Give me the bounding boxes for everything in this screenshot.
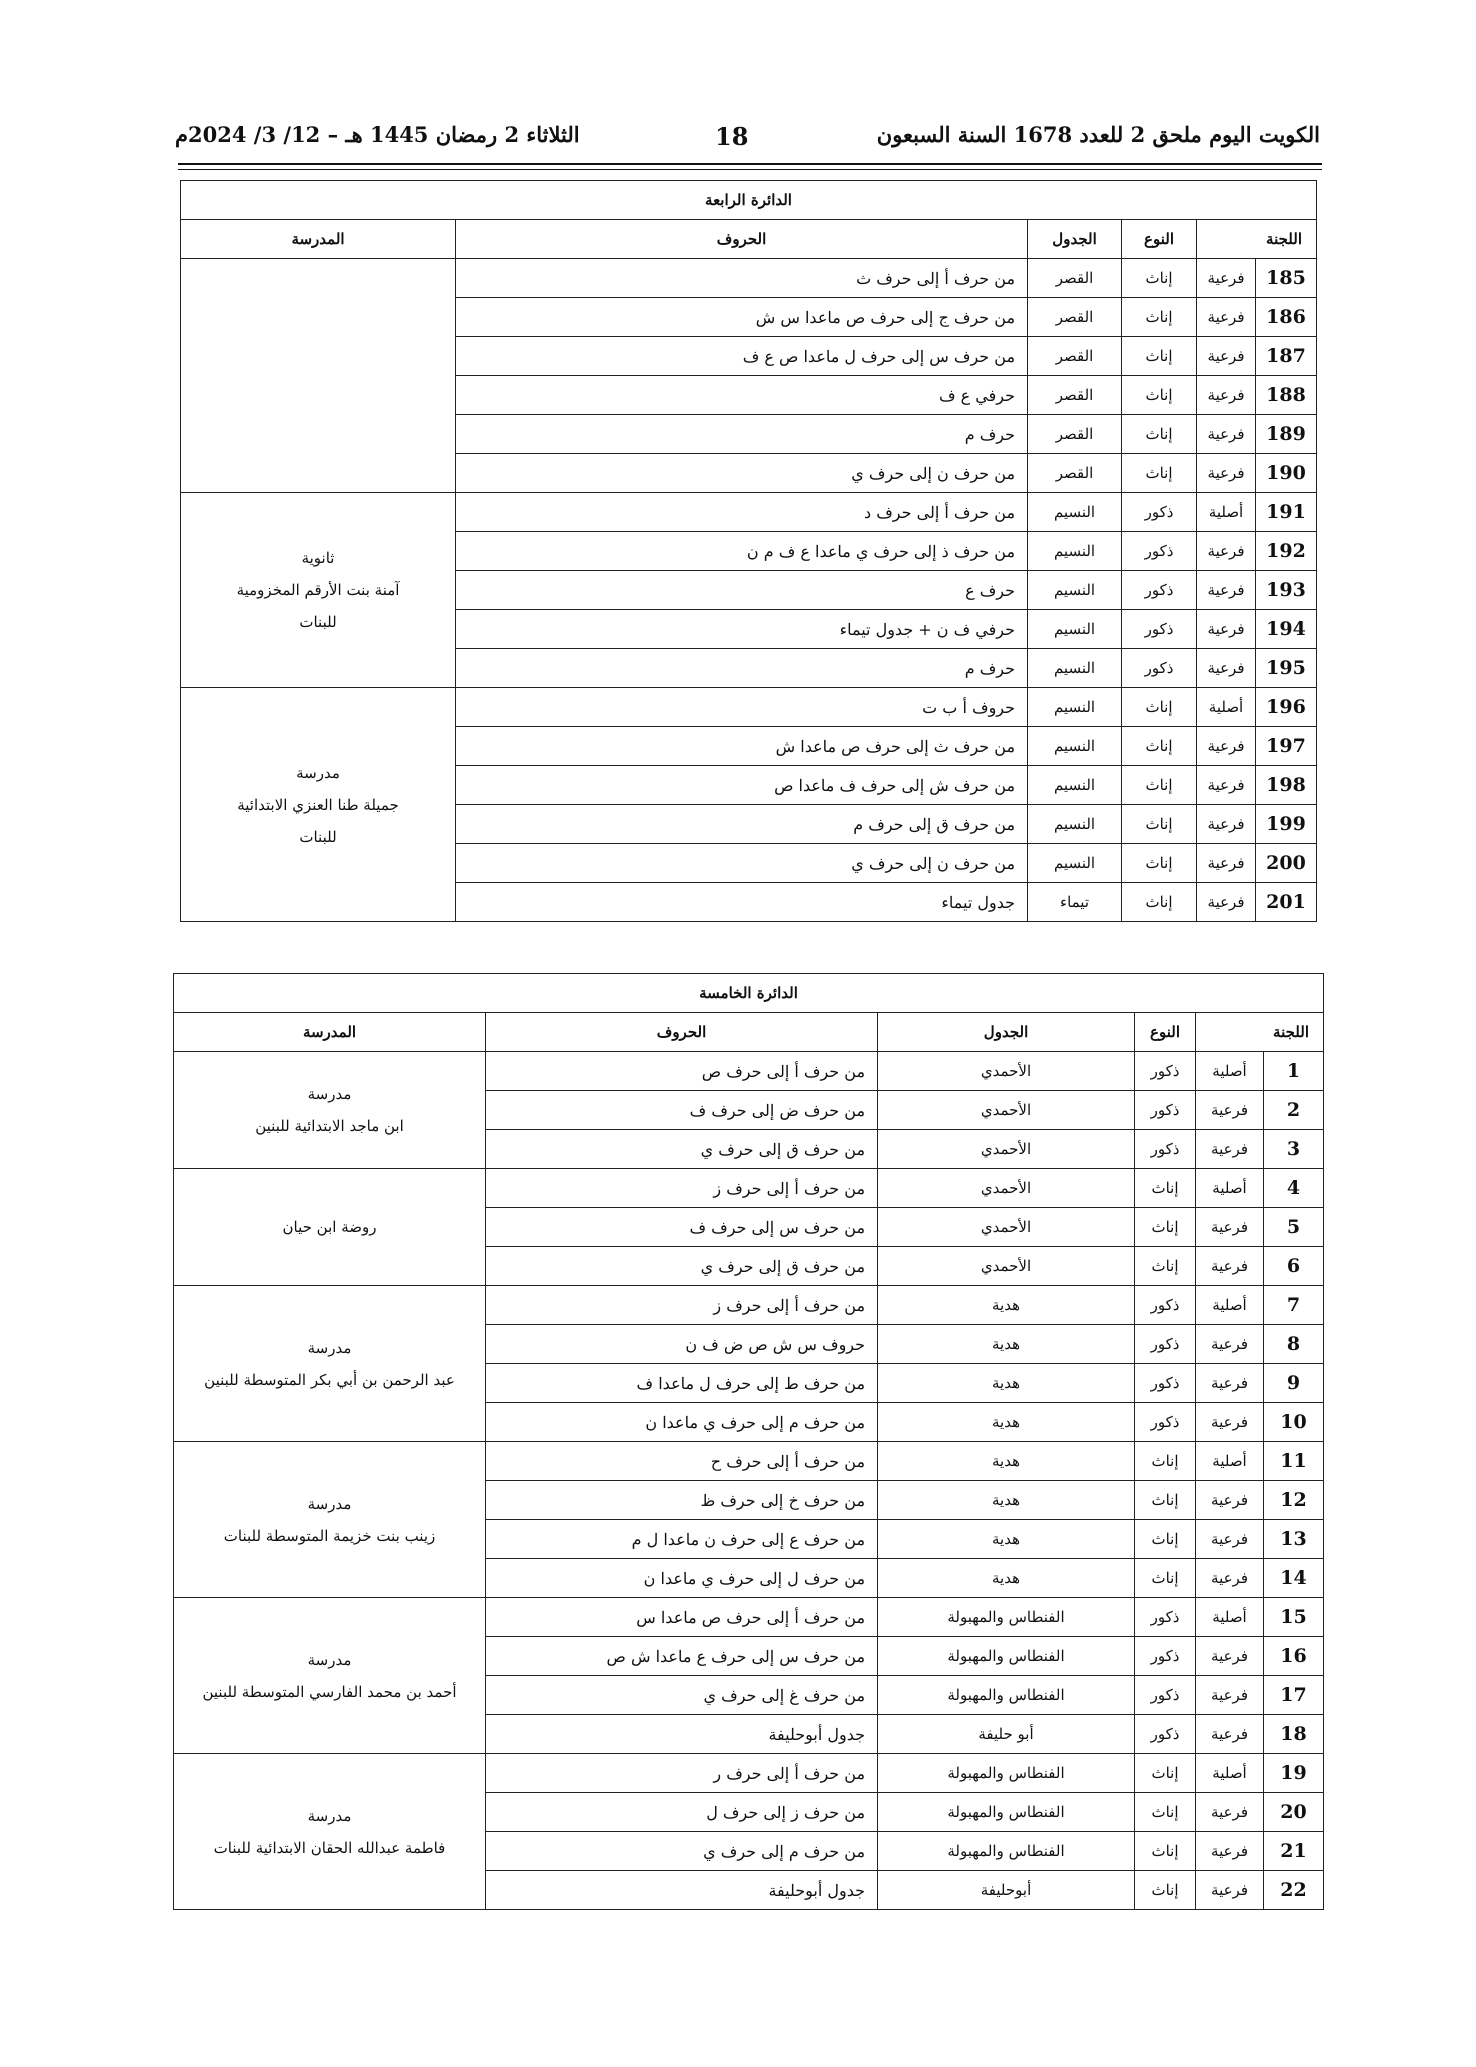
school-name-line: روضة ابن حيان [282,1218,377,1236]
letters-cell: من حرف ق إلى حرف ي [486,1247,878,1286]
committee-type: أصلية [1196,1169,1264,1208]
committee-type: أصلية [1196,1754,1264,1793]
committee-number: 195 [1256,649,1317,688]
committee-type: فرعية [1196,1325,1264,1364]
committee-number: 200 [1256,844,1317,883]
zone-cell: الفنطاس والمهبولة [878,1637,1135,1676]
header-type: النوع [1122,220,1197,259]
committee-type: فرعية [1197,610,1256,649]
header-row [174,1013,1324,1052]
committee-type: فرعية [1197,727,1256,766]
zone-cell: النسيم [1028,493,1122,532]
committee-type: فرعية [1197,571,1256,610]
committee-type: أصلية [1196,1052,1264,1091]
committee-type: أصلية [1196,1286,1264,1325]
committee-type: فرعية [1197,298,1256,337]
header-letters: الحروف [456,220,1028,259]
letters-cell: من حرف أ إلى حرف ز [486,1286,878,1325]
committee-number: 21 [1264,1832,1324,1871]
committee-type: أصلية [1196,1598,1264,1637]
committee-number: 6 [1264,1247,1324,1286]
header-committee: اللجنة [1197,220,1317,259]
letters-cell: من حرف أ إلى حرف ر [486,1754,878,1793]
school-cell [174,1169,486,1286]
school-name-line: جميلة طنا العنزي الابتدائية [237,795,399,814]
school-name-line: مدرسة [296,763,340,782]
gender-cell: إناث [1135,1793,1196,1832]
letters-cell: من حرف ز إلى حرف ل [486,1793,878,1832]
header-rule [178,163,1322,165]
committee-type: أصلية [1197,493,1256,532]
gender-cell: ذكور [1135,1403,1196,1442]
committee-number: 14 [1264,1559,1324,1598]
letters-cell: حرف م [456,415,1028,454]
school-name-line: مدرسة [307,1338,352,1357]
committee-type: فرعية [1196,1871,1264,1910]
committee-type: فرعية [1197,805,1256,844]
committee-number: 11 [1264,1442,1324,1481]
committee-number: 20 [1264,1793,1324,1832]
committee-number: 9 [1264,1364,1324,1403]
letters-cell: من حرف أ إلى حرف ح [486,1442,878,1481]
section-title-row [174,974,1324,1013]
school-name-line: مدرسة [307,1650,352,1669]
gender-cell: إناث [1122,415,1197,454]
gender-cell: إناث [1122,844,1197,883]
committee-type: فرعية [1196,1793,1264,1832]
school-name-line: زينب بنت خزيمة المتوسطة للبنات [223,1526,436,1545]
zone-cell: النسيم [1028,766,1122,805]
committee-number: 19 [1264,1754,1324,1793]
letters-cell: من حرف أ إلى حرف ث [456,259,1028,298]
zone-cell: الفنطاس والمهبولة [878,1832,1135,1871]
gender-cell: ذكور [1135,1052,1196,1091]
letters-cell: من حرف أ إلى حرف د [456,493,1028,532]
committee-number: 198 [1256,766,1317,805]
school-cell [181,493,456,688]
gender-cell: إناث [1122,805,1197,844]
table-row [174,1442,1324,1481]
gender-cell: إناث [1122,688,1197,727]
table-row [181,688,1317,727]
zone-cell: الفنطاس والمهبولة [878,1754,1135,1793]
committee-type: فرعية [1197,376,1256,415]
gender-cell: ذكور [1135,1091,1196,1130]
committee-type: فرعية [1196,1091,1264,1130]
school-name-line: مدرسة [307,1494,352,1513]
school-name-line: مدرسة [307,1085,352,1103]
zone-cell: هدية [878,1520,1135,1559]
zone-cell: النسيم [1028,805,1122,844]
committee-type: فرعية [1196,1559,1264,1598]
gender-cell: إناث [1135,1247,1196,1286]
zone-cell: القصر [1028,454,1122,493]
letters-cell: من حرف ن إلى حرف ي [456,454,1028,493]
letters-cell: حرفي ع ف [456,376,1028,415]
committee-number: 201 [1256,883,1317,922]
school-name-line: للبنات [299,827,337,846]
zone-cell: تيماء [1028,883,1122,922]
committee-type: أصلية [1197,688,1256,727]
gender-cell: إناث [1135,1442,1196,1481]
gender-cell: ذكور [1135,1676,1196,1715]
gender-cell: إناث [1135,1481,1196,1520]
zone-cell: القصر [1028,298,1122,337]
zone-cell: هدية [878,1442,1135,1481]
table-row [181,259,1317,298]
committee-type: فرعية [1196,1130,1264,1169]
letters-cell: حروف أ ب ت [456,688,1028,727]
committee-type: فرعية [1197,454,1256,493]
page-header [175,118,1320,158]
committee-number: 189 [1256,415,1317,454]
committee-type: فرعية [1196,1520,1264,1559]
table-row [174,1052,1324,1091]
gender-cell: ذكور [1122,532,1197,571]
zone-cell: القصر [1028,259,1122,298]
school-name-line: آمنة بنت الأرقم المخزومية [236,581,400,599]
committee-type: فرعية [1197,415,1256,454]
committee-number: 17 [1264,1676,1324,1715]
gender-cell: ذكور [1122,493,1197,532]
zone-cell: هدية [878,1325,1135,1364]
school-name-line: ثانوية [301,549,335,567]
letters-cell: من حرف س إلى حرف ف [486,1208,878,1247]
committee-type: فرعية [1197,766,1256,805]
committee-type: فرعية [1196,1676,1264,1715]
zone-cell: الأحمدي [878,1091,1135,1130]
gender-cell: ذكور [1135,1325,1196,1364]
committee-type: فرعية [1197,337,1256,376]
gender-cell: إناث [1122,259,1197,298]
letters-cell: من حرف ن إلى حرف ي [456,844,1028,883]
letters-cell: من حرف ض إلى حرف ف [486,1091,878,1130]
gender-cell: ذكور [1135,1130,1196,1169]
committee-number: 18 [1264,1715,1324,1754]
committee-number: 13 [1264,1520,1324,1559]
letters-cell: من حرف م إلى حرف ي [486,1832,878,1871]
gender-cell: إناث [1135,1871,1196,1910]
committee-type: فرعية [1196,1637,1264,1676]
gender-cell: إناث [1122,766,1197,805]
header-school: المدرسة [174,1013,486,1052]
gender-cell: إناث [1122,727,1197,766]
header-zone: الجدول [1028,220,1122,259]
committee-number: 22 [1264,1871,1324,1910]
gender-cell: إناث [1135,1169,1196,1208]
committee-number: 1 [1264,1052,1324,1091]
header-committee: اللجنة [1196,1013,1324,1052]
gender-cell: ذكور [1122,649,1197,688]
header-rule-thin [178,169,1322,170]
zone-cell: القصر [1028,415,1122,454]
letters-cell: حروف س ش ص ض ف ن [486,1325,878,1364]
letters-cell: من حرف أ إلى حرف ز [486,1169,878,1208]
committee-number: 5 [1264,1208,1324,1247]
committee-number: 185 [1256,259,1317,298]
section-title: الدائرة الخامسة [174,974,1324,1013]
letters-cell: حرف ع [456,571,1028,610]
committee-type: فرعية [1196,1403,1264,1442]
school-name-line: للبنات [299,613,337,631]
letters-cell: من حرف أ إلى حرف ص ماعدا س [486,1598,878,1637]
zone-cell: هدية [878,1559,1135,1598]
letters-cell: من حرف ل إلى حرف ي ماعدا ن [486,1559,878,1598]
table-row [174,1286,1324,1325]
zone-cell: الأحمدي [878,1052,1135,1091]
zone-cell: النسيم [1028,727,1122,766]
letters-cell: من حرف ث إلى حرف ص ماعدا ش [456,727,1028,766]
committee-number: 2 [1264,1091,1324,1130]
zone-cell: أبو حليفة [878,1715,1135,1754]
letters-cell: من حرف ذ إلى حرف ي ماعدا ع ف م ن [456,532,1028,571]
letters-cell: حرفي ف ن + جدول تيماء [456,610,1028,649]
committee-number: 3 [1264,1130,1324,1169]
school-name-line: عبد الرحمن بن أبي بكر المتوسطة للبنين [204,1370,455,1389]
zone-cell: أبوحليفة [878,1871,1135,1910]
gender-cell: إناث [1122,883,1197,922]
zone-cell: القصر [1028,337,1122,376]
committee-type: فرعية [1197,844,1256,883]
zone-cell: الأحمدي [878,1169,1135,1208]
gender-cell: إناث [1135,1520,1196,1559]
zone-cell: النسيم [1028,610,1122,649]
committee-number: 187 [1256,337,1317,376]
gender-cell: إناث [1122,454,1197,493]
zone-cell: النسيم [1028,688,1122,727]
committee-number: 10 [1264,1403,1324,1442]
zone-cell: النسيم [1028,571,1122,610]
table-row [174,1754,1324,1793]
zone-cell: هدية [878,1403,1135,1442]
gender-cell: ذكور [1135,1715,1196,1754]
section-table-fourth-district [180,180,1317,922]
committee-number: 7 [1264,1286,1324,1325]
gender-cell: إناث [1135,1754,1196,1793]
letters-cell: من حرف س إلى حرف ل ماعدا ص ع ف [456,337,1028,376]
gender-cell: إناث [1135,1559,1196,1598]
letters-cell: من حرف أ إلى حرف ص [486,1052,878,1091]
gender-cell: إناث [1135,1832,1196,1871]
school-name-line: ابن ماجد الابتدائية للبنين [255,1117,404,1135]
gender-cell: إناث [1122,337,1197,376]
letters-cell: من حرف ش إلى حرف ف ماعدا ص [456,766,1028,805]
gender-cell: ذكور [1122,610,1197,649]
committee-number: 194 [1256,610,1317,649]
zone-cell: النسيم [1028,844,1122,883]
zone-cell: هدية [878,1286,1135,1325]
gender-cell: ذكور [1135,1286,1196,1325]
section-title: الدائرة الرابعة [181,181,1317,220]
header-school: المدرسة [181,220,456,259]
school-cell [174,1442,486,1598]
gender-cell: ذكور [1135,1364,1196,1403]
committee-number: 15 [1264,1598,1324,1637]
committee-number: 196 [1256,688,1317,727]
committee-type: فرعية [1196,1832,1264,1871]
header-row [181,220,1317,259]
letters-cell: من حرف غ إلى حرف ي [486,1676,878,1715]
table-row [181,493,1317,532]
committee-type: فرعية [1197,883,1256,922]
gender-cell: ذكور [1135,1637,1196,1676]
letters-cell: حرف م [456,649,1028,688]
school-cell [174,1286,486,1442]
table-row [174,1169,1324,1208]
committee-number: 8 [1264,1325,1324,1364]
letters-cell: من حرف س إلى حرف ع ماعدا ش ص [486,1637,878,1676]
zone-cell: الفنطاس والمهبولة [878,1793,1135,1832]
header-type: النوع [1135,1013,1196,1052]
zone-cell: الأحمدي [878,1208,1135,1247]
gender-cell: إناث [1122,376,1197,415]
committee-number: 199 [1256,805,1317,844]
committee-type: فرعية [1196,1247,1264,1286]
header-letters: الحروف [486,1013,878,1052]
letters-cell: من حرف ع إلى حرف ن ماعدا ل م [486,1520,878,1559]
table-row [174,1598,1324,1637]
letters-cell: جدول أبوحليفة [486,1715,878,1754]
committee-number: 191 [1256,493,1317,532]
school-cell [174,1052,486,1169]
school-cell [174,1598,486,1754]
issue-date: الثلاثاء 2 رمضان 1445 هـ – 12/ 3/ 2024م [175,122,580,147]
page-number: 18 [715,122,749,151]
letters-cell: من حرف خ إلى حرف ظ [486,1481,878,1520]
letters-cell: من حرف م إلى حرف ي ماعدا ن [486,1403,878,1442]
section-table-fifth-district [173,973,1324,1910]
letters-cell: من حرف ق إلى حرف ي [486,1130,878,1169]
committee-number: 186 [1256,298,1317,337]
committee-number: 190 [1256,454,1317,493]
gender-cell: إناث [1122,298,1197,337]
letters-cell: من حرف ق إلى حرف م [456,805,1028,844]
school-name-line: فاطمة عبدالله الحقان الابتدائية للبنات [213,1838,446,1857]
letters-cell: من حرف ط إلى حرف ل ماعدا ف [486,1364,878,1403]
zone-cell: الفنطاس والمهبولة [878,1598,1135,1637]
school-cell [174,1754,486,1910]
section-title-row [181,181,1317,220]
committee-type: فرعية [1197,532,1256,571]
zone-cell: الأحمدي [878,1247,1135,1286]
committee-type: فرعية [1196,1481,1264,1520]
letters-cell: جدول تيماء [456,883,1028,922]
gender-cell: ذكور [1135,1598,1196,1637]
letters-cell: جدول أبوحليفة [486,1871,878,1910]
zone-cell: الفنطاس والمهبولة [878,1676,1135,1715]
committee-number: 193 [1256,571,1317,610]
zone-cell: هدية [878,1364,1135,1403]
gender-cell: إناث [1135,1208,1196,1247]
zone-cell: النسيم [1028,532,1122,571]
school-cell [181,259,456,493]
committee-type: فرعية [1197,259,1256,298]
gazette-title: الكويت اليوم ملحق 2 للعدد 1678 السنة السبعون [876,122,1320,147]
school-cell [181,688,456,922]
committee-type: فرعية [1196,1715,1264,1754]
committee-number: 197 [1256,727,1317,766]
committee-number: 16 [1264,1637,1324,1676]
zone-cell: الأحمدي [878,1130,1135,1169]
committee-number: 192 [1256,532,1317,571]
committee-type: فرعية [1196,1208,1264,1247]
header-zone: الجدول [878,1013,1135,1052]
letters-cell: من حرف ج إلى حرف ص ماعدا س ش [456,298,1028,337]
committee-type: فرعية [1196,1364,1264,1403]
zone-cell: القصر [1028,376,1122,415]
zone-cell: هدية [878,1481,1135,1520]
committee-type: أصلية [1196,1442,1264,1481]
zone-cell: النسيم [1028,649,1122,688]
committee-number: 12 [1264,1481,1324,1520]
school-name-line: أحمد بن محمد الفارسي المتوسطة للبنين [202,1682,457,1701]
school-name-line: مدرسة [307,1806,352,1825]
gender-cell: ذكور [1122,571,1197,610]
committee-type: فرعية [1197,649,1256,688]
committee-number: 4 [1264,1169,1324,1208]
committee-number: 188 [1256,376,1317,415]
